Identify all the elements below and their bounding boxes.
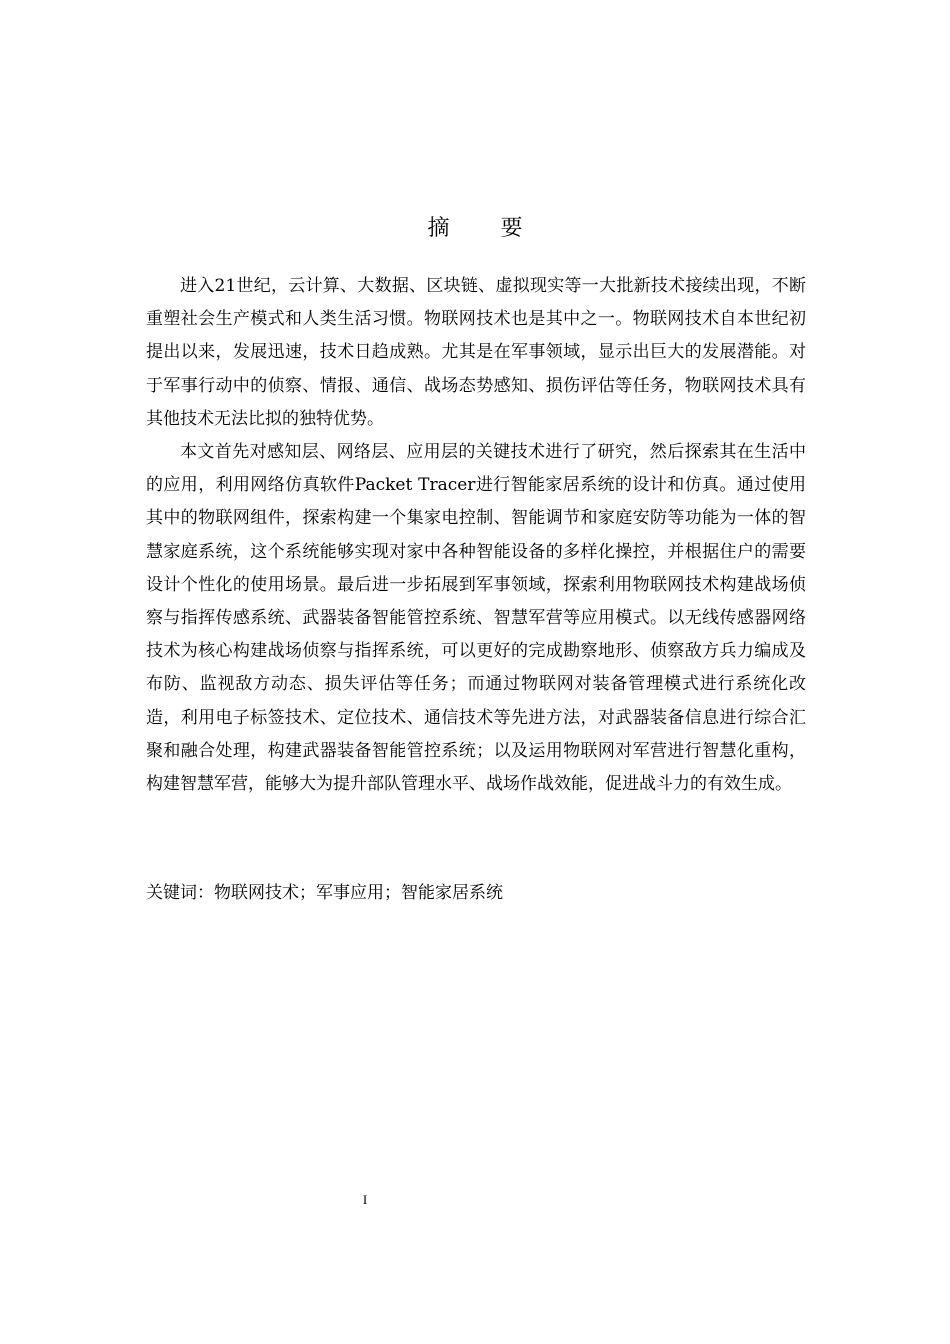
abstract-body bbox=[146, 270, 806, 801]
abstract-paragraph-2: 本文首先对感知层、网络层、应用层的关键技术进行了研究，然后探索其在生活中的应用，利用网络仿真软件Packet Tracer进行智能家居系统的设计和仿真。通过使用其中的物联网组件，探索构建一个集家电控制、智能调节和家庭安防等功能为一体的智慧家庭系统，这个系统能够实现对家中各种智能设备的多样化操控，并根据住户的需要设计个性化的使用场景。最后进一步拓展到军事领域，探索利用物联网技术构建战场侦察与指挥传感系统、武器装备智能管控系统、智慧军营等应用模式。以无线传感器网络技术为核心构建战场侦察与指挥系统，可以更好的完成勘察地形、侦察敌方兵力编成及布防、监视敌方动态、损失评估等任务；而通过物联网对装备管理模式进行系统化改造，利用电子标签技术、定位技术、通信技术等先进方法，对武器装备信息进行综合汇聚和融合处理，构建武器装备智能管控系统；以及运用物联网对军营进行智慧化重构，构建智慧军营，能够大为提升部队管理水平、战场作战效能，促进战斗力的有效生成。 bbox=[146, 442, 806, 795]
abstract-paragraph-1: 进入21世纪，云计算、大数据、区块链、虚拟现实等一大批新技术接续出现，不断重塑社会生产模式和人类生活习惯。物联网技术也是其中之一。物联网技术自本世纪初提出以来，发展迅速，技术日趋成熟。尤其是在军事领域，显示出巨大的发展潜能。对于军事行动中的侦察、情报、通信、战场态势感知、损伤评估等任务，物联网技术具有其他技术无法比拟的独特优势。 bbox=[146, 276, 806, 429]
keywords-line: 关键词：物联网技术；军事应用；智能家居系统 bbox=[146, 883, 503, 903]
page-number: I bbox=[362, 1192, 368, 1207]
abstract-title: 摘 要 bbox=[427, 216, 545, 241]
